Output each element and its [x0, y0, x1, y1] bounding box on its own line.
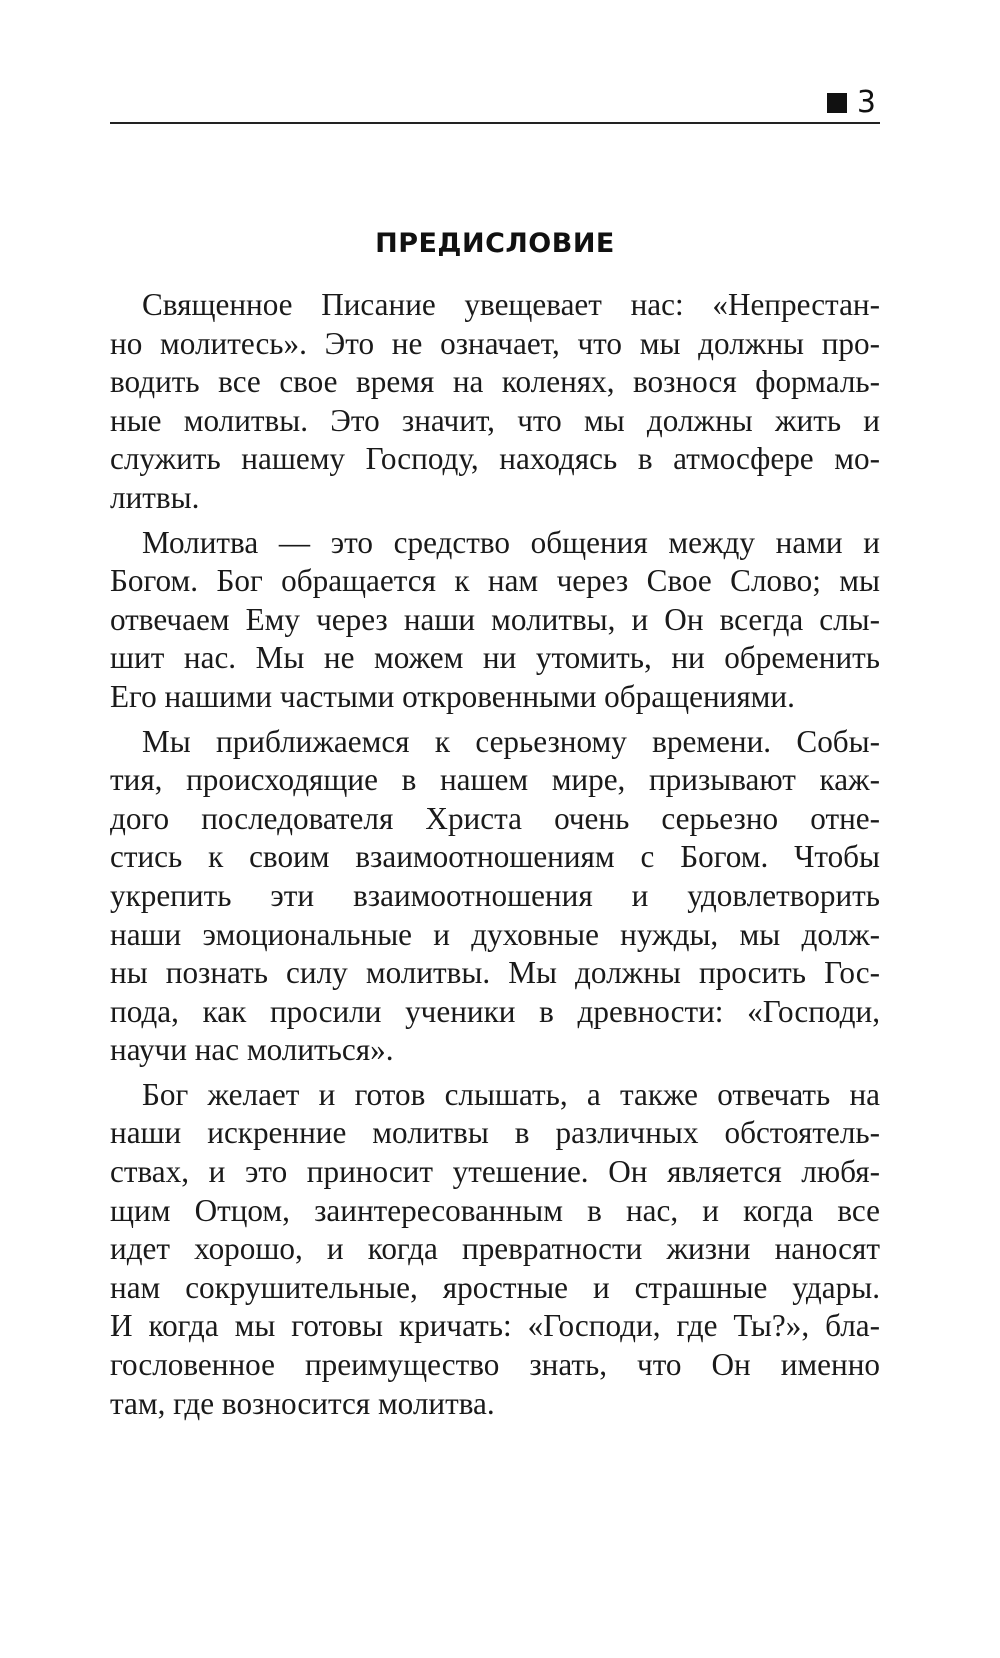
text-line: там, где возносится молитва.	[110, 1385, 495, 1421]
text-line: тия, происходящие в нашем мире, призывают каж-	[110, 762, 880, 798]
text-line: служить нашему Господу, находясь в атмосфере мо-	[110, 441, 880, 477]
text-line: Мы приближаемся к серьезному времени. Собы-	[142, 723, 880, 759]
text-line: водить все свое время на коленях, вознося формаль-	[110, 364, 880, 400]
text-line: наши искренние молитвы в различных обстоятель-	[110, 1115, 880, 1151]
text-line: Молитва — это средство общения между нами и	[142, 524, 880, 560]
text-line: нам сокрушительные, яростные и страшные удары.	[110, 1269, 880, 1305]
paragraph-4	[110, 1076, 880, 1423]
text-line: гословенное преимущество знать, что Он именно	[110, 1347, 880, 1383]
text-line: отвечаем Ему через наши молитвы, и Он всегда слы-	[110, 601, 880, 637]
text-line: Бог желает и готов слышать, а также отвечать на	[142, 1076, 880, 1112]
text-line: дого последователя Христа очень серьезно отне-	[110, 800, 880, 836]
paragraph-1	[110, 286, 880, 518]
paragraph-2	[110, 524, 880, 717]
text-line: шит нас. Мы не можем ни утомить, ни обременить	[110, 640, 880, 676]
running-header	[110, 84, 880, 124]
text-line: Священное Писание увещевает нас: «Непрестан-	[142, 287, 880, 322]
text-line: научи нас молиться».	[110, 1032, 394, 1068]
text-line: наши эмоциональные и духовные нужды, мы долж-	[110, 916, 880, 952]
text-line: стись к своим взаимоотношениям с Богом. Чтобы	[110, 839, 880, 875]
paragraph-3	[110, 723, 880, 1070]
folio	[827, 84, 876, 122]
black-square-marker-icon	[827, 93, 847, 113]
text-line: укрепить эти взаимоотношения и удовлетворить	[110, 877, 880, 913]
text-line: ны познать силу молитвы. Мы должны просить Гос-	[110, 955, 880, 991]
text-line: ствах, и это приносит утешение. Он является любя-	[110, 1154, 880, 1190]
text-line: щим Отцом, заинтересованным в нас, и когда все	[110, 1192, 880, 1228]
body-text	[110, 286, 880, 1429]
text-line: ные молитвы. Это значит, что мы должны жить и	[110, 402, 880, 438]
text-line: но молитесь». Это не означает, что мы должны про-	[110, 325, 880, 361]
text-line: идет хорошо, и когда превратности жизни наносят	[110, 1231, 880, 1267]
text-line: Его нашими частыми откровенными обращениями.	[110, 678, 795, 714]
page-number: 3	[856, 85, 876, 120]
text-line: пода, как просили ученики в древности: «Господи,	[110, 993, 880, 1029]
text-line: И когда мы готовы кричать: «Господи, где Ты?», бла-	[110, 1308, 880, 1344]
text-line: Богом. Бог обращается к нам через Свое Слово; мы	[110, 563, 880, 599]
text-line: литвы.	[110, 479, 200, 515]
section-title: ПРЕДИСЛОВИЕ	[375, 228, 615, 259]
